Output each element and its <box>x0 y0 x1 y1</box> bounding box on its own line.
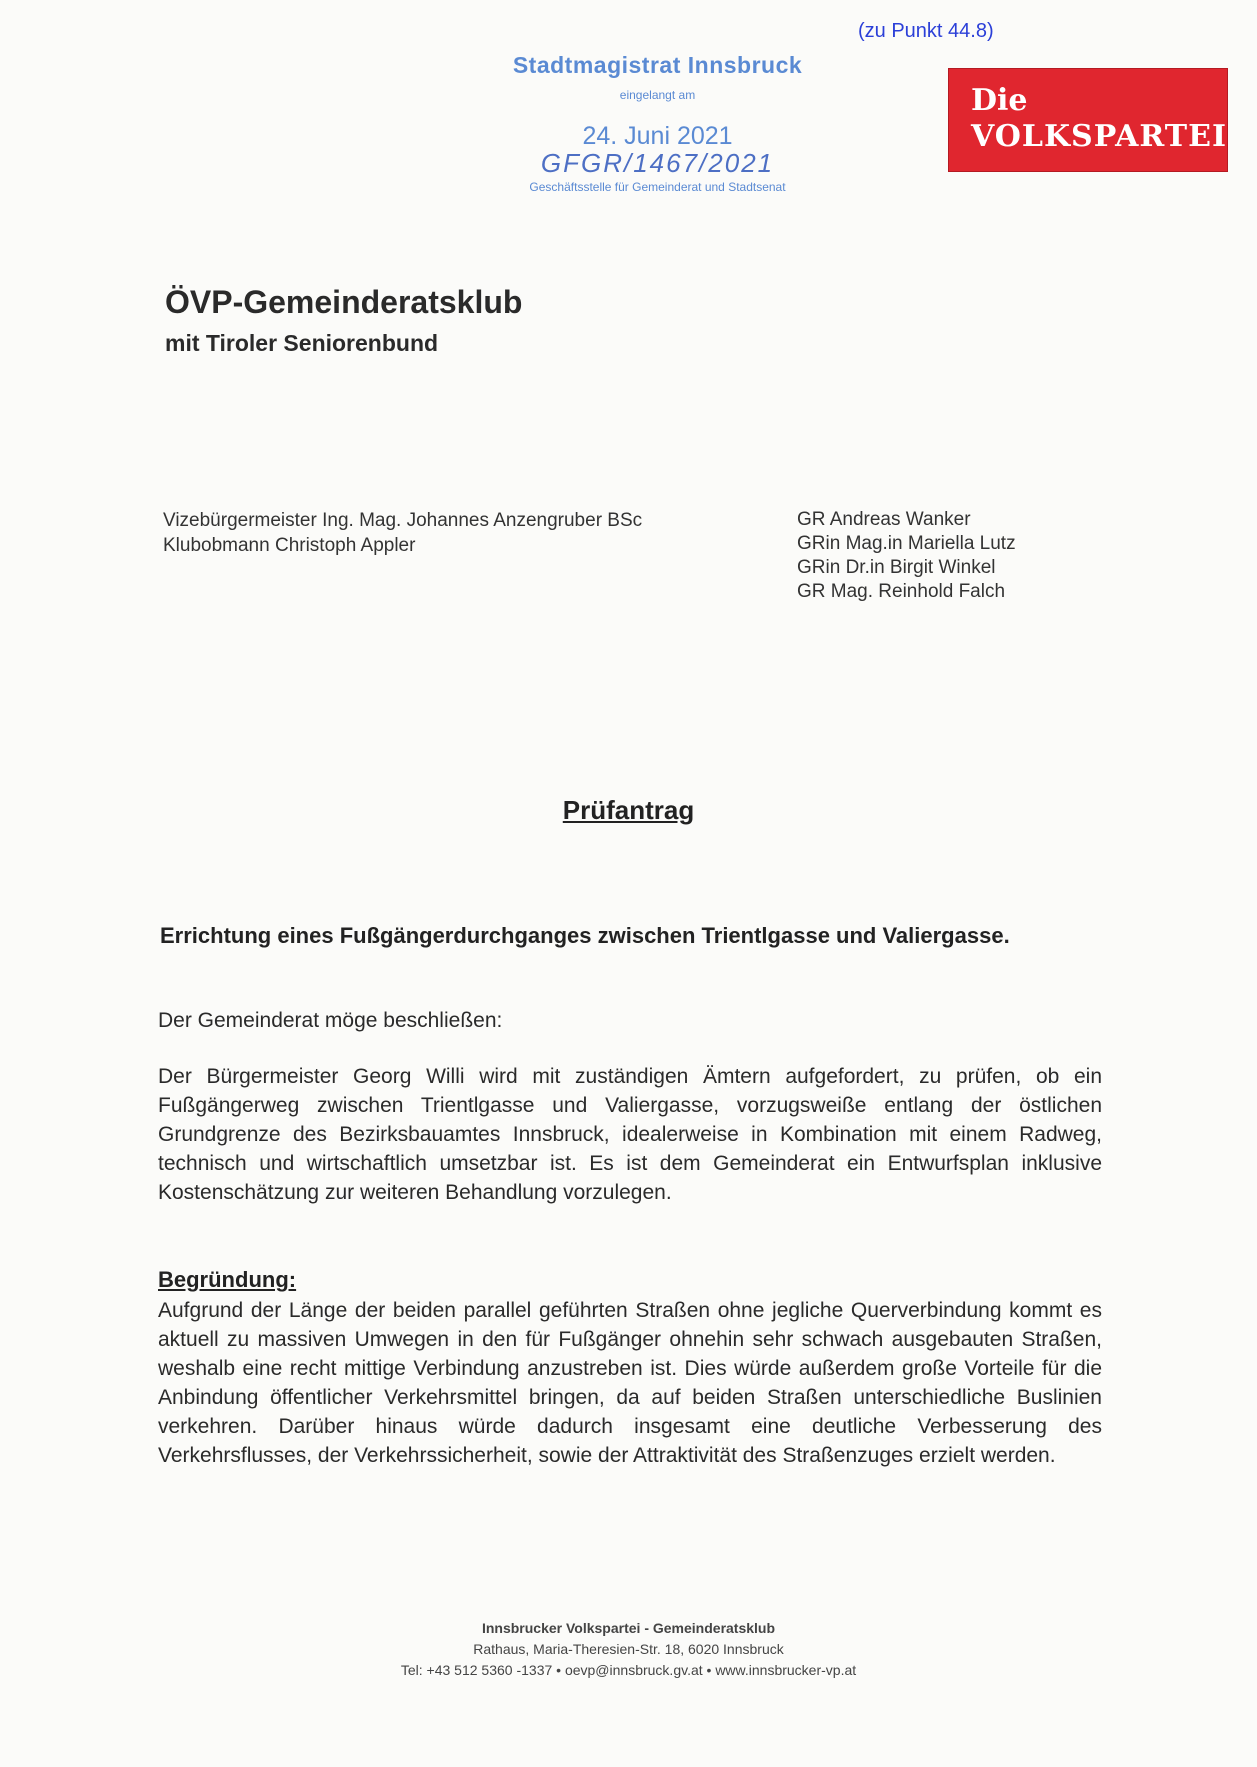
received-stamp <box>500 50 815 210</box>
page-footer <box>0 1618 1257 1681</box>
motion-text: Der Bürgermeister Georg Willi wird mit zuständigen Ämtern aufgefordert, zu prüfen, ob ein Fußgängerweg zwischen Trientlgasse und Valiergasse, vorzugsweiße entlang der östlichen Grundgrenze des Bezirksbauamtes Innsbruck, idealerweise in Kombination mit einem Radweg, technisch und wirtschaftlich umsetzbar ist. Es ist dem Gemeinderat ein Entwurfsplan inklusive Kostenschätzung zur weiteren Behandlung vorzulegen. <box>158 1065 1102 1204</box>
reason-text: Aufgrund der Länge der beiden parallel geführten Straßen ohne jegliche Querverbindung kommt es aktuell zu massiven Umwegen in den für Fußgänger ohnehin sehr schwach ausgebauten Straßen, weshalb eine recht mittige Verbindung anzustreben ist. Dies würde außerdem große Vorteile für die Anbindung öffentlicher Verkehrsmittel bringen, da auf beiden Straßen unterschiedliche Buslinien verkehren. Darüber hinaus würde dadurch insgesamt eine deutliche Verbesserung des Verkehrsflusses, der Verkehrssicherheit, sowie der Attraktivität des Straßenzuges erzielt werden. <box>158 1299 1102 1467</box>
club-name: ÖVP-Gemeinderatsklub <box>165 284 523 320</box>
document-title: Prüfantrag <box>562 795 695 825</box>
motion-subject: Errichtung eines Fußgängerdurchganges zwischen Trientlgasse und Valiergasse. <box>160 923 1010 948</box>
reference-note: (zu Punkt 44.8) <box>858 20 994 42</box>
party-logo <box>948 68 1228 172</box>
signatory: GRin Dr.in Birgit Winkel <box>797 557 996 578</box>
footer-address: Rathaus, Maria-Theresien-Str. 18, 6020 Innsbruck <box>473 1641 784 1657</box>
signatory: GRin Mag.in Mariella Lutz <box>797 533 1016 554</box>
signatory: GR Andreas Wanker <box>797 509 971 530</box>
signatory: Vizebürgermeister Ing. Mag. Johannes Anzengruber BSc <box>163 510 643 531</box>
signatories-right <box>797 508 1016 604</box>
stamp-date: 24. Juni 2021 <box>582 122 733 150</box>
footer-org: Innsbrucker Volkspartei - Gemeinderatsklub <box>481 1620 776 1636</box>
signatory: GR Mag. Reinhold Falch <box>797 581 1006 602</box>
logo-line-1: Die <box>971 83 1028 118</box>
signatory: Klubobmann Christoph Appler <box>163 535 416 556</box>
footer-contact: Tel: +43 512 5360 -1337 • oevp@innsbruck.gv.at • www.innsbrucker-vp.at <box>400 1662 857 1678</box>
signatories-left <box>163 508 642 558</box>
club-subtitle: mit Tiroler Seniorenbund <box>165 330 439 356</box>
logo-line-2: VOLKSPARTEI <box>971 119 1227 154</box>
stamp-office: Stadtmagistrat Innsbruck <box>512 52 803 78</box>
stamp-number: GFGR/1467/2021 <box>540 148 775 178</box>
reason-heading: Begründung: <box>158 1267 297 1292</box>
motion-intro: Der Gemeinderat möge beschließen: <box>158 1009 503 1032</box>
stamp-received-label: eingelangt am <box>619 88 696 102</box>
stamp-department: Geschäftsstelle für Gemeinderat und Stadtsenat <box>529 180 786 194</box>
